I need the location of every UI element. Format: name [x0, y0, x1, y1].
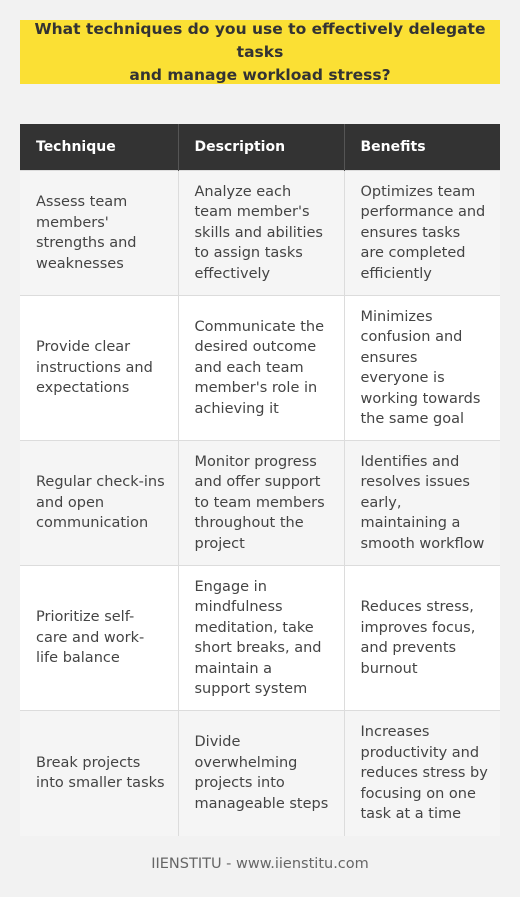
table-row [20, 171, 500, 296]
footer-credit: IIENSTITU - www.iienstitu.com [151, 856, 369, 872]
cell-benefits: Increases productivity and reduces stress by focusing on one task at a time [344, 711, 500, 836]
cell-description: Divide overwhelming projects into manageable steps [178, 711, 344, 836]
techniques-table [20, 124, 500, 836]
header-benefits: Benefits [344, 124, 500, 171]
header-description: Description [178, 124, 344, 171]
cell-benefits: Identifies and resolves issues early, maintaining a smooth workflow [344, 441, 500, 566]
header-technique: Technique [20, 124, 178, 171]
cell-technique: Break projects into smaller tasks [20, 711, 178, 836]
table-row [20, 711, 500, 836]
table-row [20, 296, 500, 441]
cell-description: Analyze each team member's skills and abilities to assign tasks effectively [178, 171, 344, 296]
cell-description: Monitor progress and offer support to team members throughout the project [178, 441, 344, 566]
title-banner [20, 20, 500, 84]
table-row [20, 441, 500, 566]
page-title: What techniques do you use to effectively delegate tasks and manage workload stress? [34, 19, 486, 84]
cell-technique: Provide clear instructions and expectations [20, 296, 178, 441]
cell-description: Communicate the desired outcome and each team member's role in achieving it [178, 296, 344, 441]
table-header-row [20, 124, 500, 171]
cell-benefits: Minimizes confusion and ensures everyone is working towards the same goal [344, 296, 500, 441]
cell-technique: Prioritize self-care and work-life balance [20, 566, 178, 711]
cell-benefits: Optimizes team performance and ensures tasks are completed efficiently [344, 171, 500, 296]
cell-technique: Assess team members' strengths and weaknesses [20, 171, 178, 296]
cell-benefits: Reduces stress, improves focus, and prevents burnout [344, 566, 500, 711]
cell-description: Engage in mindfulness meditation, take short breaks, and maintain a support system [178, 566, 344, 711]
cell-technique: Regular check-ins and open communication [20, 441, 178, 566]
table-row [20, 566, 500, 711]
